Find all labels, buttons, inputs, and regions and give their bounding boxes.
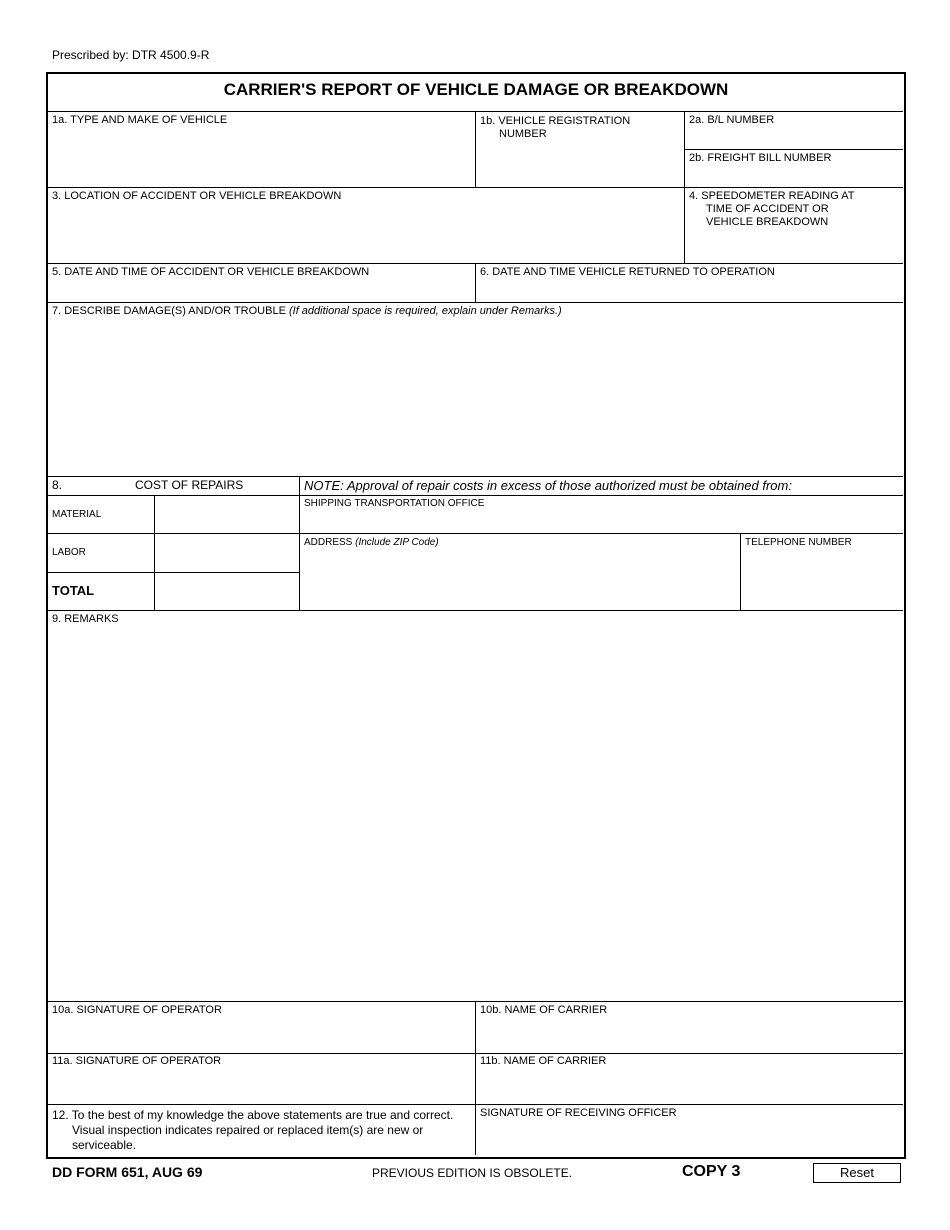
field-11a-signature[interactable] bbox=[48, 1070, 474, 1103]
field-material-cost[interactable] bbox=[156, 497, 298, 532]
field-6-returned[interactable] bbox=[477, 280, 901, 301]
field-3-location[interactable] bbox=[48, 204, 683, 262]
field-shipping-office[interactable] bbox=[301, 511, 901, 532]
label-telephone: TELEPHONE NUMBER bbox=[745, 537, 852, 548]
obsolete-notice: PREVIOUS EDITION IS OBSOLETE. bbox=[372, 1166, 573, 1180]
rule bbox=[475, 263, 476, 302]
label-total: TOTAL bbox=[52, 583, 95, 598]
copy-number: COPY 3 bbox=[682, 1163, 741, 1180]
rule bbox=[475, 111, 476, 187]
label-6: 6. DATE AND TIME VEHICLE RETURNED TO OPERATION bbox=[480, 266, 775, 278]
field-10a-signature[interactable] bbox=[48, 1019, 474, 1052]
label-2b: 2b. FREIGHT BILL NUMBER bbox=[689, 152, 832, 164]
label-8-note: NOTE: Approval of repair costs in excess of those authorized must be obtained from: bbox=[304, 478, 792, 493]
field-7-damage-description[interactable] bbox=[48, 320, 901, 475]
label-3: 3. LOCATION OF ACCIDENT OR VEHICLE BREAKDOWN bbox=[52, 190, 342, 202]
label-receiving-officer: SIGNATURE OF RECEIVING OFFICER bbox=[480, 1107, 677, 1119]
field-address[interactable] bbox=[301, 550, 739, 609]
label-10b: 10b. NAME OF CARRIER bbox=[480, 1004, 608, 1016]
field-total-cost[interactable] bbox=[156, 574, 298, 609]
label-shipping-office: SHIPPING TRANSPORTATION OFFICE bbox=[304, 498, 485, 509]
label-8-number: 8. bbox=[52, 478, 63, 492]
field-11b-carrier[interactable] bbox=[477, 1070, 901, 1103]
rule bbox=[47, 302, 903, 303]
field-4-speedometer[interactable] bbox=[686, 231, 901, 262]
rule bbox=[47, 610, 903, 611]
label-12-line1: 12. To the best of my knowledge the above statements are true and correct. bbox=[52, 1108, 454, 1122]
label-11b: 11b. NAME OF CARRIER bbox=[480, 1055, 607, 1067]
label-7-text: 7. DESCRIBE DAMAGE(S) AND/OR TROUBLE bbox=[52, 305, 289, 317]
rule bbox=[47, 495, 903, 496]
label-4-line1: 4. SPEEDOMETER READING AT bbox=[689, 190, 855, 202]
field-10b-carrier[interactable] bbox=[477, 1019, 901, 1052]
field-labor-cost[interactable] bbox=[156, 535, 298, 571]
label-12-line2: Visual inspection indicates repaired or replaced item(s) are new or bbox=[72, 1123, 424, 1137]
reset-button[interactable]: Reset bbox=[813, 1163, 901, 1183]
label-address bbox=[304, 537, 439, 549]
label-10a: 10a. SIGNATURE OF OPERATOR bbox=[52, 1004, 222, 1016]
rule bbox=[475, 1001, 476, 1155]
label-8-title: COST OF REPAIRS bbox=[135, 478, 244, 492]
form-id: DD FORM 651, AUG 69 bbox=[52, 1164, 203, 1180]
label-address-note: (Include ZIP Code) bbox=[355, 537, 439, 548]
label-12 bbox=[52, 1108, 453, 1153]
rule bbox=[685, 149, 903, 150]
field-2b-freight-bill[interactable] bbox=[686, 166, 901, 186]
rule bbox=[47, 187, 903, 188]
label-material: MATERIAL bbox=[52, 509, 102, 520]
field-telephone[interactable] bbox=[742, 550, 901, 609]
field-1a-type-make[interactable] bbox=[48, 128, 474, 186]
label-7-note: (If additional space is required, explain under Remarks.) bbox=[288, 305, 562, 317]
label-address-text: ADDRESS bbox=[304, 537, 356, 548]
label-4-line3: VEHICLE BREAKDOWN bbox=[706, 216, 829, 228]
rule bbox=[154, 495, 155, 610]
label-labor: LABOR bbox=[52, 547, 86, 558]
field-1b-registration[interactable] bbox=[477, 141, 683, 186]
rule bbox=[684, 111, 685, 263]
label-4-line2: TIME OF ACCIDENT OR bbox=[706, 203, 829, 215]
rule bbox=[299, 476, 300, 610]
field-9-remarks[interactable] bbox=[48, 628, 901, 1000]
field-receiving-officer-signature[interactable] bbox=[477, 1122, 901, 1154]
rule bbox=[47, 572, 299, 573]
label-1a: 1a. TYPE AND MAKE OF VEHICLE bbox=[52, 114, 228, 126]
field-2a-bl-number[interactable] bbox=[686, 128, 901, 148]
label-12-line3: serviceable. bbox=[72, 1138, 137, 1152]
label-1b-line1: 1b. VEHICLE REGISTRATION bbox=[480, 115, 631, 127]
field-5-date-time[interactable] bbox=[48, 280, 474, 301]
label-1b bbox=[480, 115, 630, 141]
label-7 bbox=[52, 305, 562, 318]
rule bbox=[740, 533, 741, 610]
label-5: 5. DATE AND TIME OF ACCIDENT OR VEHICLE BREAKDOWN bbox=[52, 266, 370, 278]
rule bbox=[47, 533, 903, 534]
prescribed-by: Prescribed by: DTR 4500.9-R bbox=[52, 48, 210, 62]
form-title: CARRIER'S REPORT OF VEHICLE DAMAGE OR BREAKDOWN bbox=[223, 80, 729, 99]
label-2a: 2a. B/L NUMBER bbox=[689, 114, 775, 126]
label-9: 9. REMARKS bbox=[52, 613, 119, 625]
label-4 bbox=[689, 190, 854, 229]
label-11a: 11a. SIGNATURE OF OPERATOR bbox=[52, 1055, 222, 1067]
label-1b-line2: NUMBER bbox=[499, 128, 547, 140]
rule bbox=[47, 476, 903, 477]
